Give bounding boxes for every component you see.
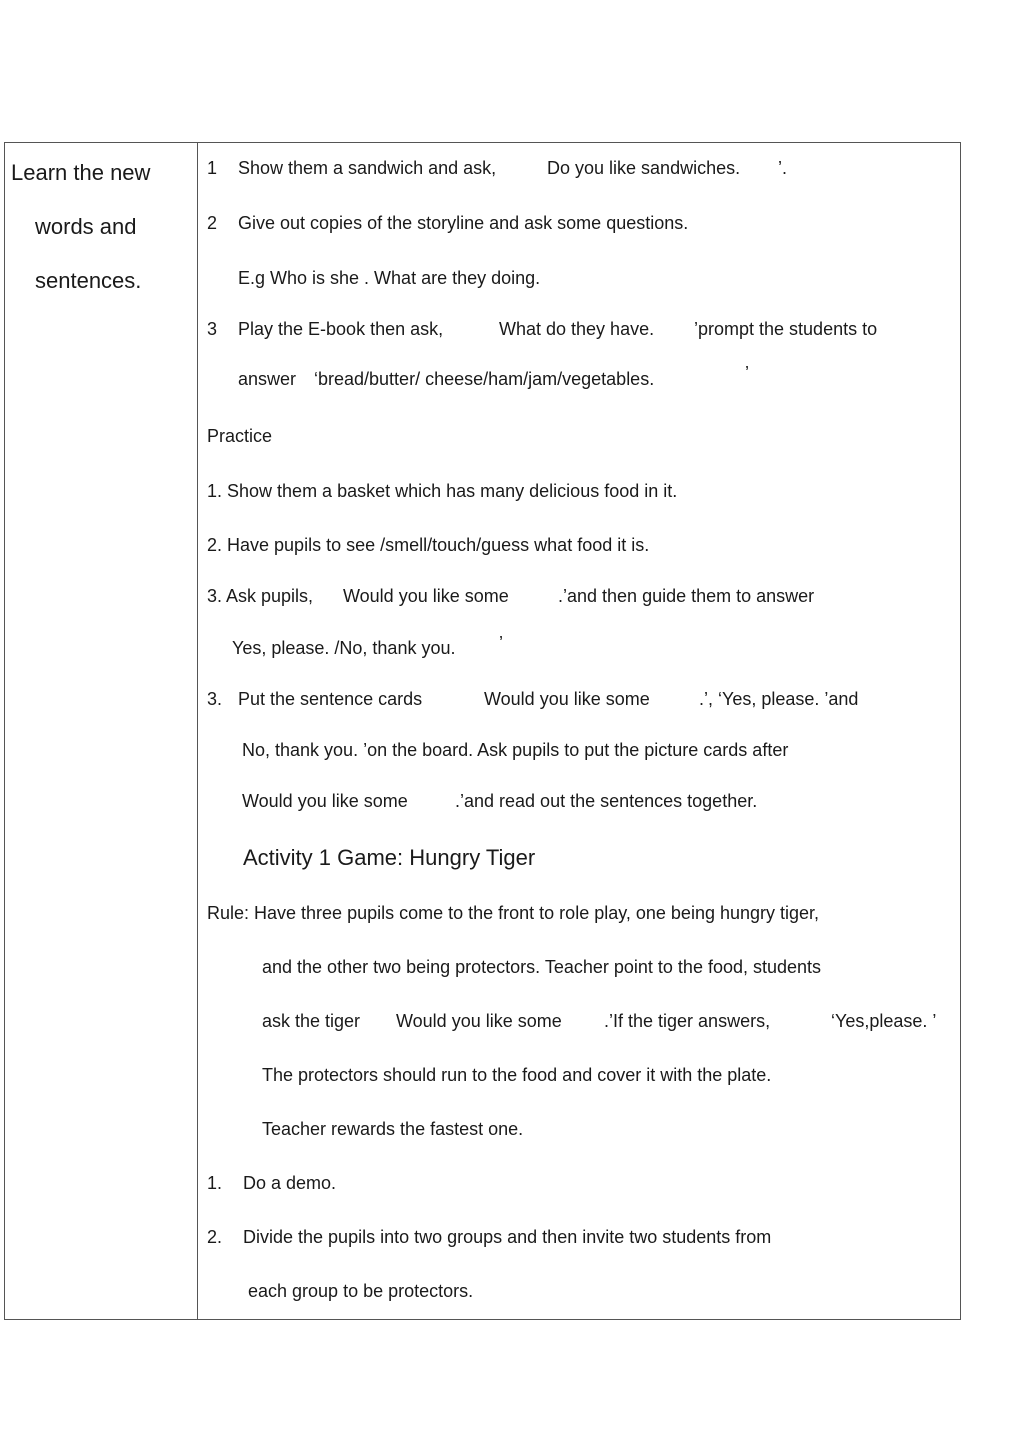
text-line: Would you like some bbox=[396, 1011, 562, 1031]
text-line: .’If the tiger answers, bbox=[604, 1011, 771, 1031]
text-line: ‘Yes,please. ’ bbox=[831, 1011, 937, 1031]
text-line: ’ bbox=[745, 363, 749, 383]
step-number: 1. bbox=[207, 1173, 223, 1193]
text-line: and the other two being protectors. Teacher point to the food, students bbox=[262, 957, 822, 977]
left-heading-line-1: Learn the new bbox=[11, 160, 151, 185]
text-line: 1. Show them a basket which has many delicious food in it. bbox=[207, 481, 678, 501]
text-line: answer bbox=[238, 369, 297, 389]
text-line: .’and then guide them to answer bbox=[558, 586, 815, 606]
activity-heading: Activity 1 Game: Hungry Tiger bbox=[243, 845, 536, 870]
step-number: 2 bbox=[207, 213, 218, 233]
step-number: 3. bbox=[207, 689, 223, 709]
text-line: Would you like some bbox=[343, 586, 509, 606]
step-number: 1 bbox=[207, 158, 218, 178]
text-line: Put the sentence cards bbox=[238, 689, 423, 709]
text-line: ask the tiger bbox=[262, 1011, 361, 1031]
text-line: .’and read out the sentences together. bbox=[455, 791, 758, 811]
column-divider bbox=[197, 142, 198, 1320]
text-line: Teacher rewards the fastest one. bbox=[262, 1119, 524, 1139]
text-line: No, thank you. ’on the board. Ask pupils to put the picture cards after bbox=[242, 740, 789, 760]
text-line: .’, ‘Yes, please. ’and bbox=[699, 689, 859, 709]
text-line: The protectors should run to the food and cover it with the plate. bbox=[262, 1065, 772, 1085]
text-line: Play the E-book then ask, bbox=[238, 319, 444, 339]
text-line: ’. bbox=[778, 158, 787, 178]
text-line: 3. Ask pupils, bbox=[207, 586, 314, 606]
text-line: ‘bread/butter/ cheese/ham/jam/vegetables. bbox=[314, 369, 655, 389]
step-number: 2. bbox=[207, 1227, 223, 1247]
text-line: Show them a sandwich and ask, bbox=[238, 158, 497, 178]
text-line: What do they have. bbox=[499, 319, 655, 339]
text-line: Would you like some bbox=[484, 689, 650, 709]
text-line: each group to be protectors. bbox=[248, 1281, 474, 1301]
text-line: Yes, please. /No, thank you. bbox=[232, 638, 456, 658]
text-line: Rule: Have three pupils come to the front to role play, one being hungry tiger, bbox=[207, 903, 820, 923]
text-line: Divide the pupils into two groups and then invite two students from bbox=[243, 1227, 772, 1247]
left-heading-line-3: sentences. bbox=[35, 268, 142, 293]
text-line: ’prompt the students to bbox=[694, 319, 878, 339]
text-line: Would you like some bbox=[242, 791, 408, 811]
text-line: 2. Have pupils to see /smell/touch/guess what food it is. bbox=[207, 535, 650, 555]
left-heading-line-2: words and bbox=[35, 214, 137, 239]
step-number: 3 bbox=[207, 319, 218, 339]
text-line: E.g Who is she . What are they doing. bbox=[238, 268, 541, 288]
text-line: Do a demo. bbox=[243, 1173, 337, 1193]
text-line: ’ bbox=[499, 633, 503, 653]
text-line: Give out copies of the storyline and ask some questions. bbox=[238, 213, 689, 233]
text-line: Do you like sandwiches. bbox=[547, 158, 741, 178]
section-label: Practice bbox=[207, 426, 273, 446]
